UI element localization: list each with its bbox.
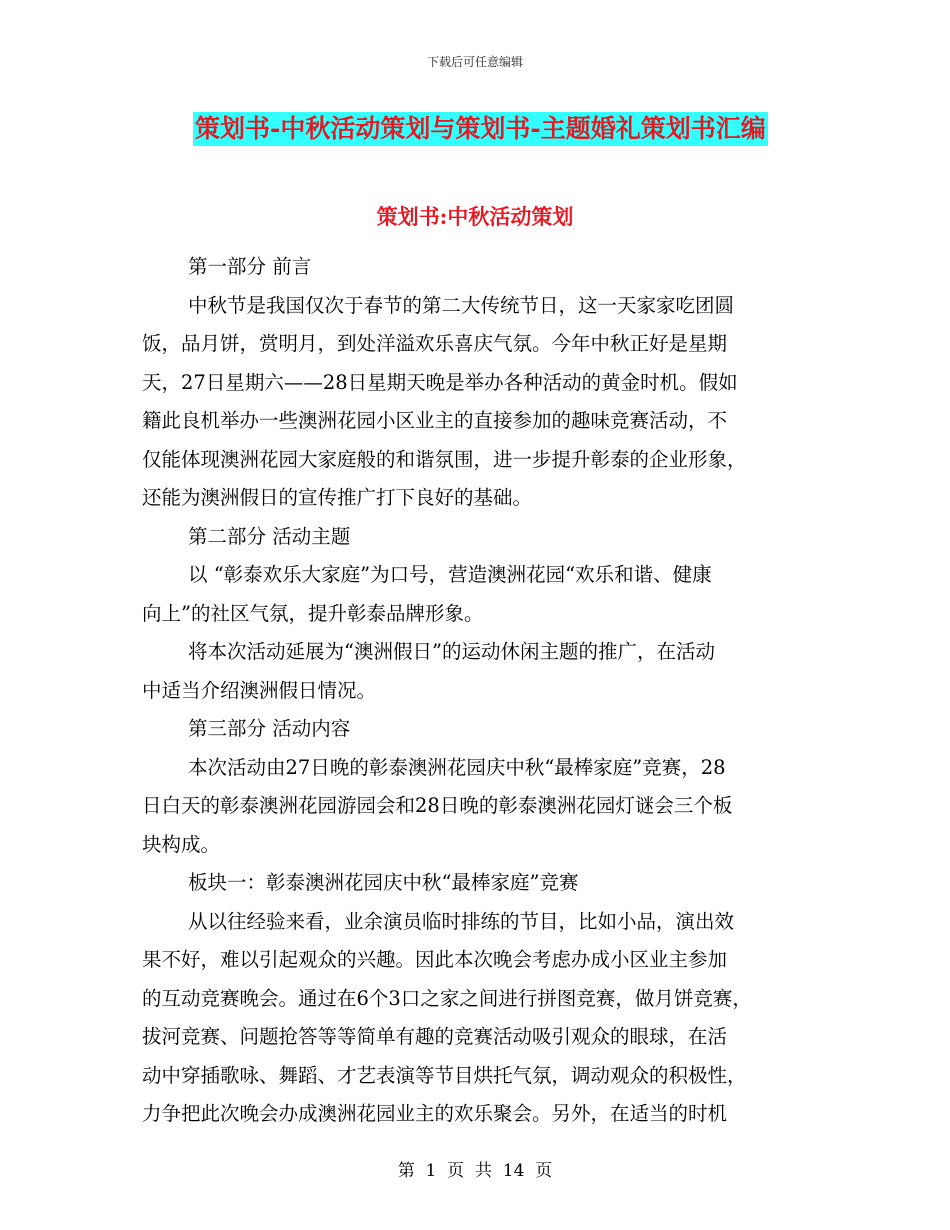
heading-part-three: 第三部分 活动内容 (188, 717, 351, 740)
paragraph-line: 的互动竞赛晚会。通过在6个3口之家之间进行拼图竞赛，做月饼竞赛， (142, 986, 752, 1010)
paragraph-line: 将本次活动延展为“澳洲假日”的运动休闲主题的推广，在活动 (188, 640, 715, 663)
paragraph-line: 从以往经验来看，业余演员临时排练的节目，比如小品，演出效 (188, 909, 735, 933)
page-footer: 第 1 页 共 14 页 (397, 1161, 553, 1181)
paragraph-line: 中适当介绍澳洲假日情况。 (142, 678, 377, 702)
heading-block-one: 板块一：彰泰澳洲花园庆中秋“最棒家庭”竞赛 (188, 871, 579, 894)
document-main-title: 策划书-中秋活动策划与策划书-主题婚礼策划书汇编 (193, 112, 768, 146)
section-title: 策划书:中秋活动策划 (376, 204, 574, 229)
heading-part-one: 第一部分 前言 (188, 255, 312, 278)
header-note: 下载后可任意编辑 (426, 55, 523, 69)
paragraph-line: 以 “彰泰欢乐大家庭”为口号，营造澳洲花园“欢乐和谐、健康 (188, 563, 712, 586)
paragraph-line: 动中穿插歌咏、舞蹈、才艺表演等节目烘托气氛，调动观众的积极性， (142, 1063, 747, 1087)
paragraph-line: 仅能体现澳洲花园大家庭般的和谐氛围，进一步提升彰泰的企业形象， (142, 447, 747, 471)
paragraph-line: 本次活动由27日晚的彰泰澳洲花园庆中秋“最棒家庭”竞赛，28 (188, 755, 726, 779)
paragraph-line: 中秋节是我国仅次于春节的第二大传统节日，这一天家家吃团圆 (188, 293, 735, 317)
paragraph-line: 块构成。 (142, 832, 221, 856)
paragraph-line: 还能为澳洲假日的宣传推广打下良好的基础。 (142, 486, 533, 509)
paragraph-line: 饭，品月饼，赏明月，到处洋溢欢乐喜庆气氛。今年中秋正好是星期 (142, 332, 728, 355)
document-body (142, 248, 822, 1134)
paragraph-line: 果不好，难以引起观众的兴趣。因此本次晚会考虑办成小区业主参加 (142, 948, 728, 971)
paragraph-line: 日白天的彰泰澳洲花园游园会和28日晚的彰泰澳洲花园灯谜会三个板 (142, 794, 733, 817)
heading-part-two: 第二部分 活动主题 (188, 524, 351, 548)
paragraph-line: 天，27日星期六——28日星期天晚是举办各种活动的黄金时机。假如 (142, 370, 738, 394)
paragraph-line: 籍此良机举办一些澳洲花园小区业主的直接参加的趣味竞赛活动，不 (142, 409, 728, 432)
paragraph-line: 拔河竞赛、问题抢答等等简单有趣的竞赛活动吸引观众的眼球，在活 (142, 1025, 728, 1048)
paragraph-line: 力争把此次晚会办成澳洲花园业主的欢乐聚会。另外，在适当的时机 (142, 1102, 728, 1125)
paragraph-line: 向上”的社区气氛，提升彰泰品牌形象。 (142, 601, 484, 625)
